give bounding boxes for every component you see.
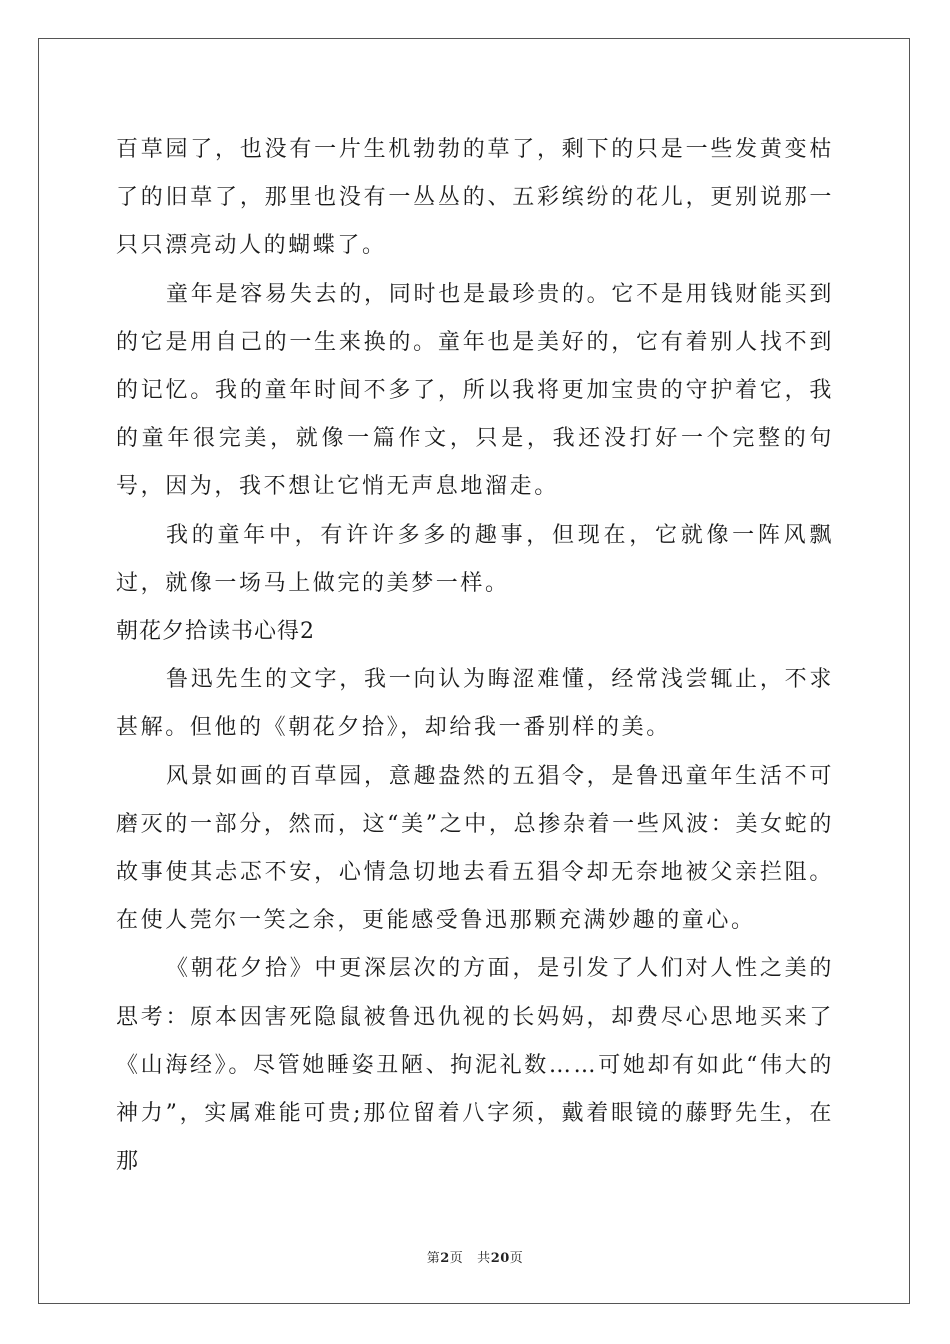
section-heading: 朝花夕拾读书心得2 [116, 619, 315, 645]
document-body [116, 126, 834, 1186]
paragraph-baicaoyuan: 风景如画的百草园，意趣盎然的五猖令，是鲁迅童年生活不可磨灭的一部分，然而，这“美”之中，总掺杂着一些风波：美女蛇的故事使其忐忑不安，心情急切地去看五猖令却无奈地被父亲拦阻。在使人莞尔一笑之余，更能感受鲁迅那颗充满妙趣的童心。 [116, 763, 834, 934]
total-pages: 20 [490, 1251, 510, 1266]
page-footer [0, 1247, 950, 1266]
paragraph-childhood-value: 童年是容易失去的，同时也是最珍贵的。它不是用钱财能买到的它是用自己的一生来换的。童年也是美好的，它有着别人找不到的记忆。我的童年时间不多了，所以我将更加宝贵的守护着它，我的童年很完美，就像一篇作文，只是，我还没打好一个完整的句号，因为，我不想让它悄无声息地溜走。 [116, 281, 834, 500]
paragraph-continuation: 百草园了，也没有一片生机勃勃的草了，剩下的只是一些发黄变枯了的旧草了，那里也没有一丛丛的、五彩缤纷的花儿，更别说那一只只漂亮动人的蝴蝶了。 [116, 137, 834, 259]
page-suffix: 页 [449, 1251, 464, 1266]
paragraph-childhood-memories: 我的童年中，有许许多多的趣事，但现在，它就像一阵风飘过，就像一场马上做完的美梦一样。 [116, 522, 834, 596]
page-prefix: 第 [426, 1251, 441, 1266]
paragraph-luxun-writing: 鲁迅先生的文字，我一向认为晦涩难懂，经常浅尝辄止，不求甚解。但他的《朝花夕拾》，却给我一番别样的美。 [116, 667, 834, 741]
page-number: 2 [440, 1251, 450, 1266]
total-prefix: 共 [477, 1251, 491, 1266]
paragraph-human-nature: 《朝花夕拾》中更深层次的方面，是引发了人们对人性之美的思考：原本因害死隐鼠被鲁迅仇视的长妈妈，却费尽心思地买来了《山海经》。尽管她睡姿丑陋、拘泥礼数……可她却有如此“伟大的神力”，实属难能可贵;那位留着八字须，戴着眼镜的藤野先生，在那 [116, 956, 834, 1175]
total-suffix: 页 [509, 1251, 524, 1266]
